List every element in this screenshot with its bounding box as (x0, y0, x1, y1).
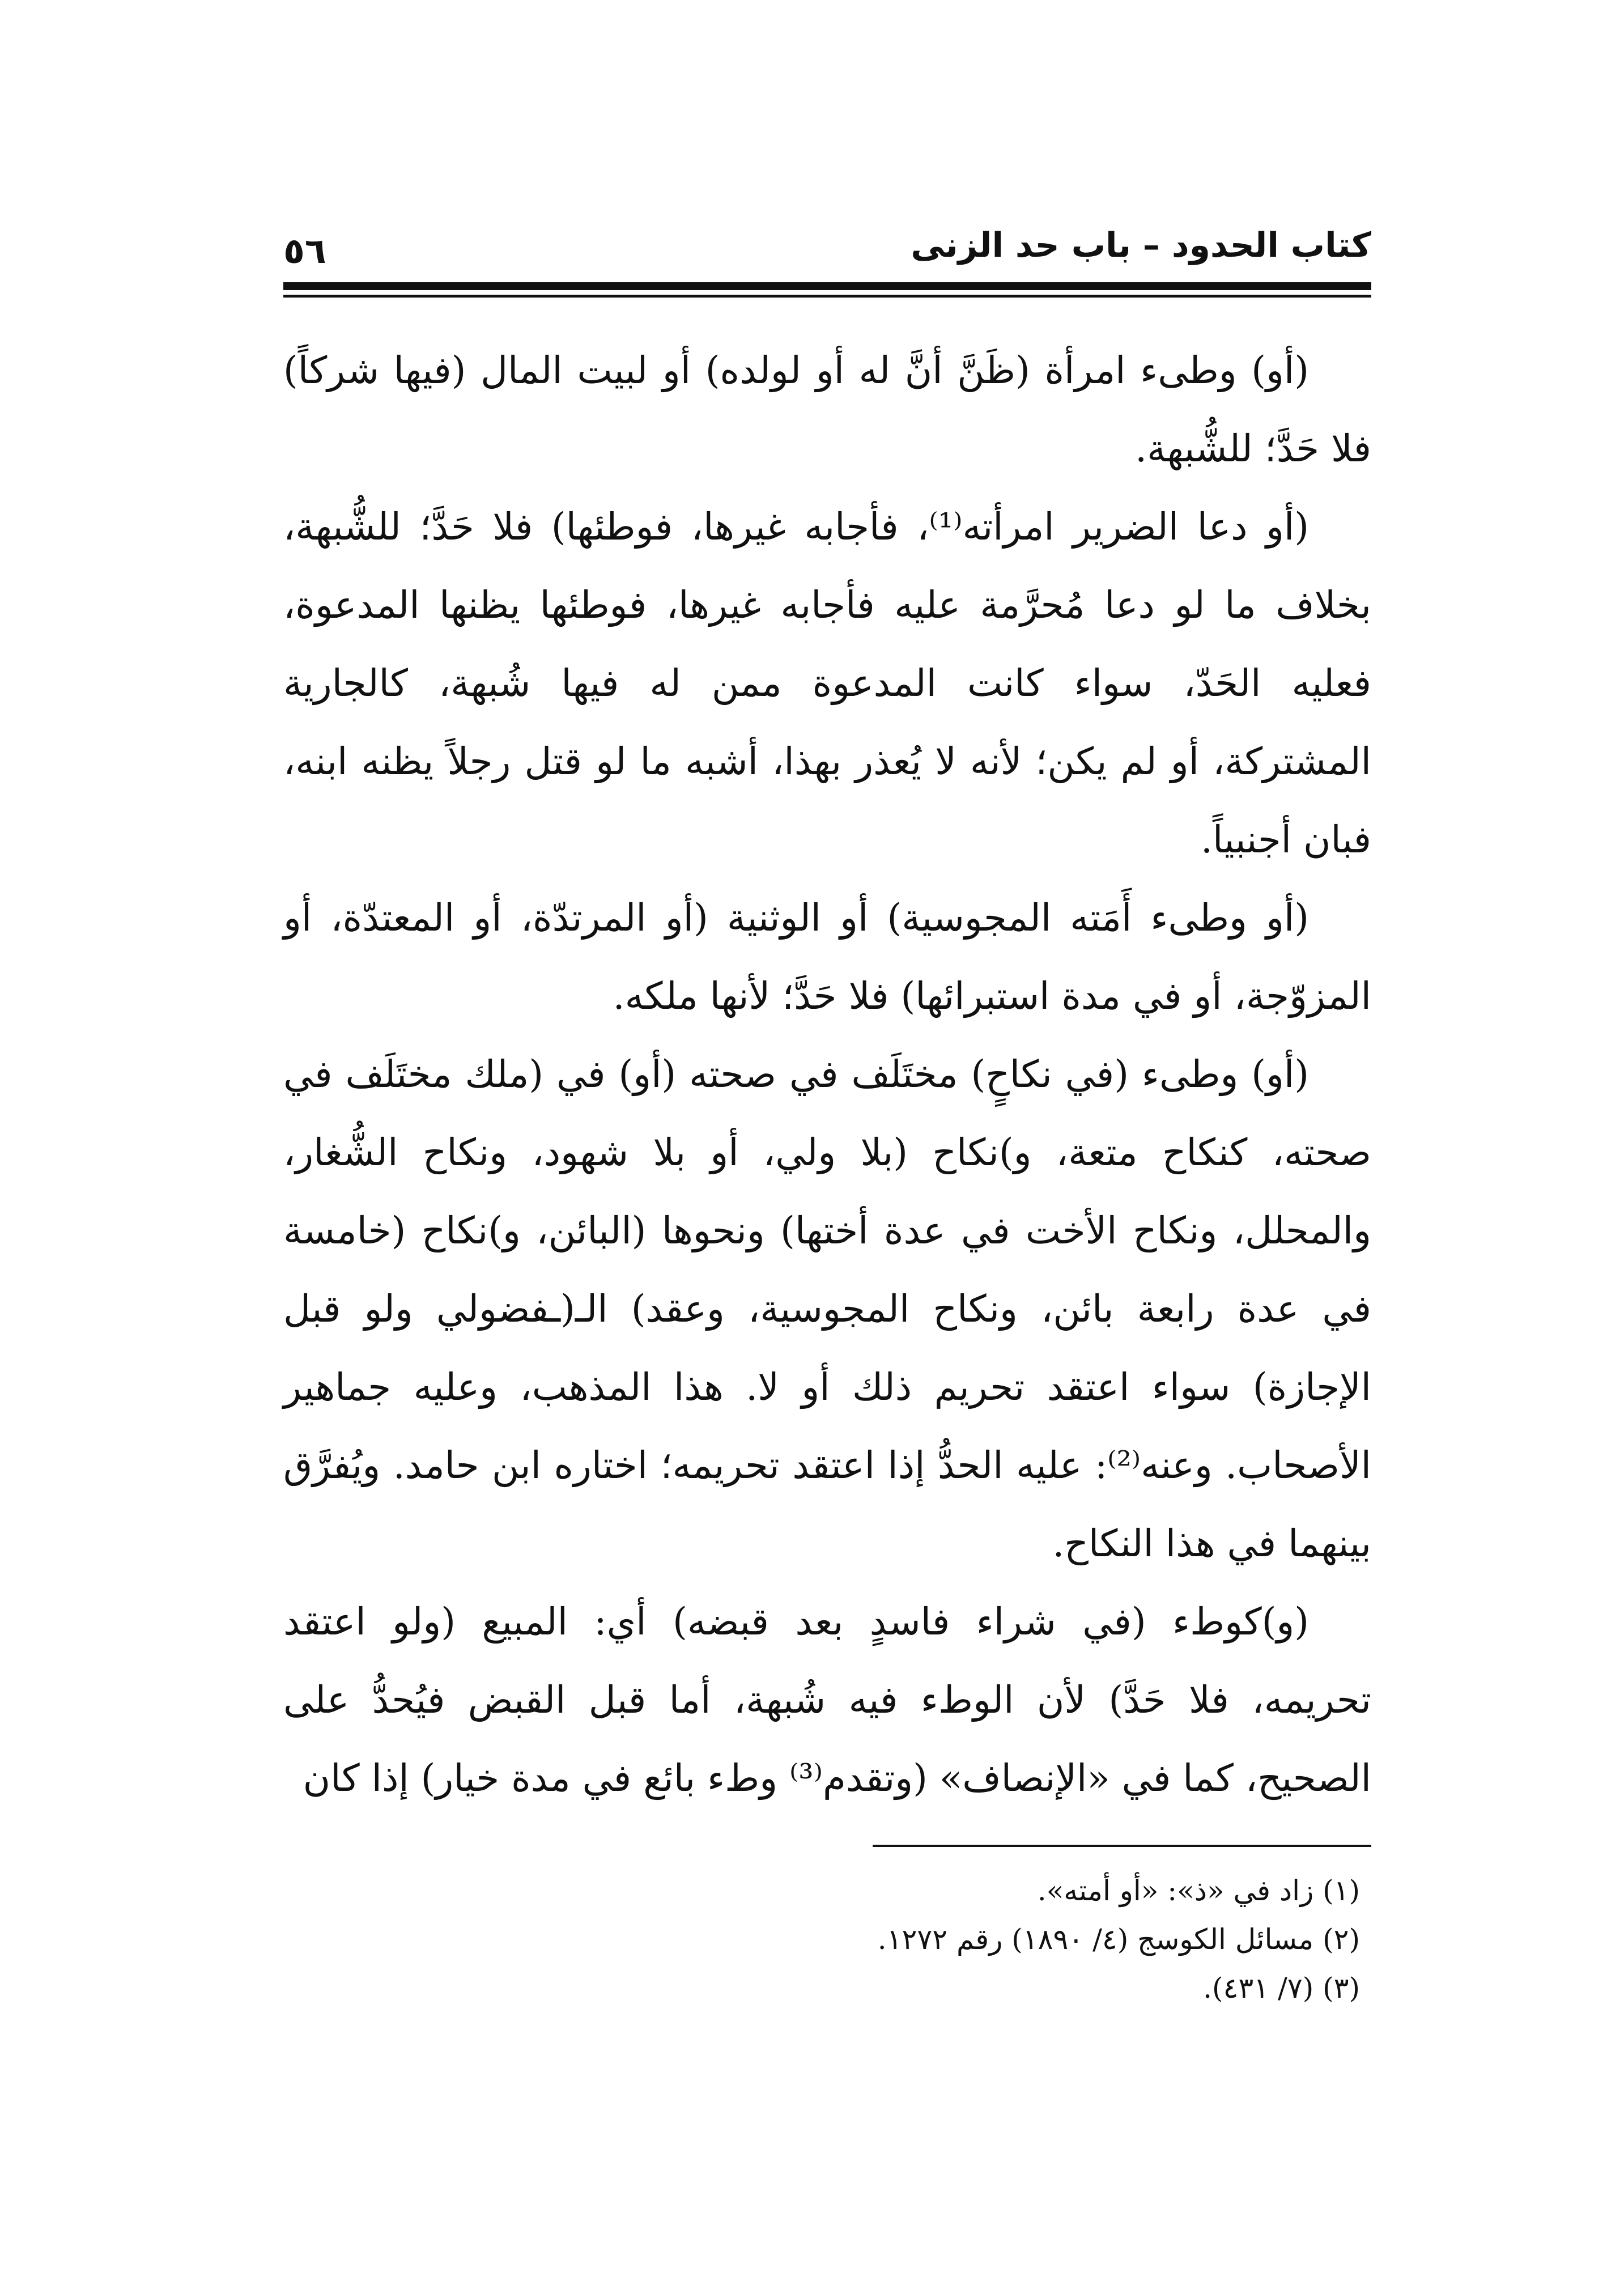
paragraph-5: (و)كوطء (في شراء فاسدٍ بعد قبضه) أي: المبيع (ولو اعتقد تحريمه، فلا حَدَّ) لأن الوطء فيه شُبهة، أما قبل القبض فيُحدُّ على الصحيح، كما في «الإنصاف» (وتقدم⁽³⁾ وطء بائع في مدة خيار) إذا كان (283, 1600, 1371, 1800)
footnote-3: (٣) (٧/ ٤٣١). (1203, 1972, 1360, 2005)
paragraph-3: (أو وطىء أَمَته المجوسية) أو الوثنية (أو المرتدّة، أو المعتدّة، أو المزوّجة، أو في مدة استبرائها) فلا حَدَّ؛ لأنها ملكه. (283, 896, 1371, 1018)
footnote-1: (١) زاد في «ذ»: «أو أمته». (1037, 1874, 1360, 1907)
main-text (283, 332, 1371, 1818)
footnote-separator (873, 1845, 1371, 1847)
paragraph-4: (أو) وطىء (في نكاحٍ) مختَلَف في صحته (أو) في (ملك مختَلَف في صحته، كنكاح متعة، و)نكاح (بلا ولي، أو بلا شهود، ونكاح الشُّغار، والمحلل، ونكاح الأخت في عدة أختها) ونحوها (البائن، و)نكاح (خامسة في عدة رابعة بائن، ونكاح المجوسية، وعقد) الـ(ـفضولي ولو قبل الإجازة) سواء اعتقد تحريم ذلك أو لا. هذا المذهب، وعليه جماهير الأصحاب. وعنه⁽²⁾: عليه الحدُّ إذا اعتقد تحريمه؛ اختاره ابن حامد. ويُفرَّق بينهما في هذا النكاح. (283, 1052, 1371, 1565)
paragraph-1: (أو) وطىء امرأة (ظَنَّ أنَّ له أو لولده) أو لبيت المال (فيها شركاً) فلا حَدَّ؛ للشُّبهة. (283, 349, 1371, 470)
page-number: ٥٦ (283, 230, 326, 271)
running-title: كتاب الحدود – باب حد الزنى (911, 226, 1371, 265)
footnote-2: (٢) مسائل الكوسج (٤/ ١٨٩٠) رقم ١٢٧٢. (877, 1923, 1360, 1956)
book-page (283, 215, 1371, 2086)
header-rule-thin (283, 295, 1371, 298)
header-rule-thick (283, 282, 1371, 290)
page-header (283, 215, 1371, 300)
paragraph-2: (أو دعا الضرير امرأته⁽¹⁾، فأجابه غيرها، فوطئها) فلا حَدَّ؛ للشُّبهة، بخلاف ما لو دعا مُحرَّمة عليه فأجابه غيرها، فوطئها يظنها المدعوة، فعليه الحَدّ، سواء كانت المدعوة ممن له فيها شُبهة، كالجارية المشتركة، أو لم يكن؛ لأنه لا يُعذر بهذا، أشبه ما لو قتل رجلاً يظنه ابنه، فبان أجنبياً. (283, 505, 1371, 861)
footnotes (283, 1845, 1371, 2012)
